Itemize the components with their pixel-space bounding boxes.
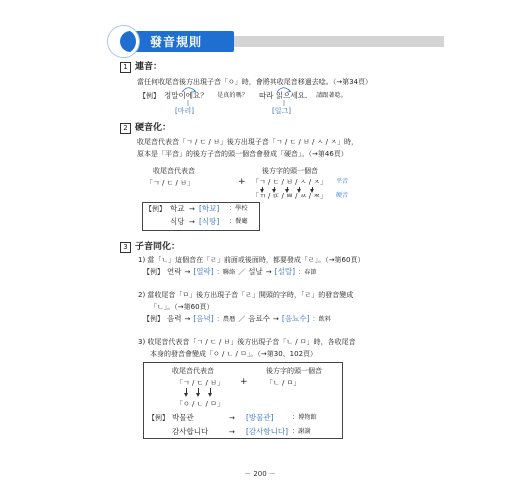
example-tag: 【例】 — [143, 268, 164, 276]
final-consonant-set: 「ㄱ / ㄷ / ㅂ」 — [176, 379, 224, 387]
korean-word: 설날 — [248, 267, 263, 276]
korean-example: 따라 읽으세요. — [259, 91, 308, 100]
down-arrow — [274, 187, 275, 190]
section-title-tensification: 硬音化： — [135, 123, 172, 133]
meaning: ：飲料 — [312, 316, 332, 323]
korean-word: 음료수 — [248, 314, 271, 323]
diagram-header-final: 收尾音代表音 — [153, 167, 195, 175]
arrow: → — [273, 315, 279, 323]
pronunciation: [마리] — [175, 107, 194, 115]
example-tag: 【例】 — [148, 414, 169, 422]
korean-example: 정말이에요？ — [164, 91, 208, 100]
meaning: ：春節 — [298, 269, 317, 276]
final-consonant-set: 「ㄱ / ㄷ / ㅂ」 — [146, 179, 194, 187]
down-arrow — [186, 388, 187, 394]
meaning: ：博物館 — [292, 414, 317, 421]
page-title: 發音規則 — [150, 35, 203, 49]
chinese-translation: 請跟著唸。 — [316, 92, 347, 99]
arrow: → — [265, 268, 272, 276]
linking-arrow — [277, 88, 290, 92]
section-number-1: 1 — [120, 62, 131, 73]
diagram-header-initial: 後方字的頭一個音 — [262, 167, 318, 175]
tense-consonant-set: 「ㄲ / ㄸ / ㅃ / ㅆ / ㅉ」 — [252, 192, 328, 200]
example-line — [143, 314, 334, 325]
linking-arrow — [182, 88, 195, 92]
korean-word: 학교 — [170, 204, 185, 213]
rule-text: 2) 當收尾音「ㅁ」後方出現子音「ㄹ」開頭的字時，「ㄹ」的發音變成 — [138, 291, 354, 299]
example-tag: 【例】 — [143, 315, 164, 323]
meaning: ：農曆 — [216, 316, 236, 323]
section-number-3: 3 — [120, 242, 131, 253]
section-title-linking: 連音： — [135, 62, 163, 72]
example-tag: 【例】 — [145, 205, 166, 213]
arrow: → — [229, 414, 235, 422]
meaning: ：謝謝 — [292, 428, 311, 435]
pronunciation: [음뇨수] — [281, 314, 310, 323]
section-description: 當任何收尾音後方出現子音「ㅇ」時，會將其收尾音移過去唸。（→第34頁） — [137, 78, 373, 86]
korean-word: 연락 — [167, 267, 182, 276]
diagram-header-initial: 後方字的頭一個音 — [266, 367, 322, 375]
section-number-2: 2 — [120, 123, 131, 134]
pronunciation: [열락] — [193, 267, 214, 276]
arrow: → — [189, 218, 195, 226]
rule-text: 本身的發音會變成「ㅇ / ㄴ / ㅁ」。（→第30、102頁） — [150, 350, 318, 358]
meaning: ：學校 — [229, 205, 248, 212]
diagram-header-final: 收尾音代表音 — [172, 367, 214, 375]
example-tag: 【例】 — [139, 92, 160, 100]
nasal-consonant-set: 「ㄴ / ㅁ」 — [266, 379, 301, 387]
arrow: → — [184, 268, 191, 276]
title-rule-bar — [234, 36, 444, 47]
down-arrow — [287, 187, 288, 190]
section-title-assimilation: 子音同化： — [135, 242, 181, 252]
korean-word: 감사합니다 — [172, 427, 209, 436]
pronunciation: [학꾜] — [199, 204, 220, 213]
result-consonant-set: 「ㅇ / ㄴ / ㅁ」 — [176, 400, 224, 408]
linking-annotation — [160, 82, 360, 108]
example-line — [143, 267, 320, 278]
rule-text: 3) 收尾音代表音「ㄱ / ㄷ / ㅂ」後方出現子音「ㄴ / ㅁ」時，各收尾音 — [138, 338, 356, 346]
tense-sound-label: 硬音 — [336, 192, 349, 199]
korean-word: 음력 — [167, 314, 182, 323]
plain-consonant-set: 「ㄱ / ㄷ / ㅂ / ㅅ / ㅈ」 — [252, 178, 328, 186]
pronunciation: [일그] — [272, 107, 291, 115]
pronunciation: [감사함니다] — [246, 427, 289, 436]
down-arrow — [262, 187, 263, 190]
korean-word: 박물관 — [172, 413, 194, 422]
separator: ／ — [238, 268, 246, 276]
arrow: → — [189, 205, 195, 213]
rule-text: 「ㄴ」。（→第60頁） — [150, 303, 214, 311]
pronunciation: [방물관] — [246, 413, 274, 422]
meaning: ：聯絡 — [216, 269, 236, 276]
rule-text: 1) 當「ㄴ」這個音在「ㄹ」前面或後面時，都要發成「ㄹ」。（→第60頁） — [138, 256, 365, 264]
down-arrow — [210, 388, 211, 394]
section-description: 收尾音代表音「ㄱ / ㄷ / ㅂ」後方出現子音「ㄱ / ㄷ / ㅂ / ㅅ / ㅈ」時， — [137, 138, 358, 146]
plus-sign: + — [238, 177, 246, 187]
section-description: 原本是「平音」的後方子音的頭一個音會發成「硬音」。（→第46頁） — [137, 150, 348, 158]
down-arrow — [312, 187, 313, 190]
plain-sound-label: 平音 — [336, 178, 349, 185]
pronunciation: [설랄] — [274, 267, 295, 276]
pronunciation: [음녁] — [193, 314, 214, 323]
arrow: → — [184, 315, 191, 323]
page-number: － 200 － — [244, 470, 276, 478]
ring-ornament — [108, 26, 139, 57]
plus-sign: + — [240, 377, 248, 387]
down-arrow — [198, 388, 199, 394]
korean-word: 식당 — [170, 217, 185, 226]
pronunciation: [식땅] — [199, 217, 220, 226]
meaning: ：餐廳 — [229, 218, 248, 225]
chinese-translation: 是真的嗎？ — [217, 92, 248, 99]
arrow: → — [229, 428, 235, 436]
down-arrow — [299, 187, 300, 190]
separator: ／ — [238, 315, 246, 323]
